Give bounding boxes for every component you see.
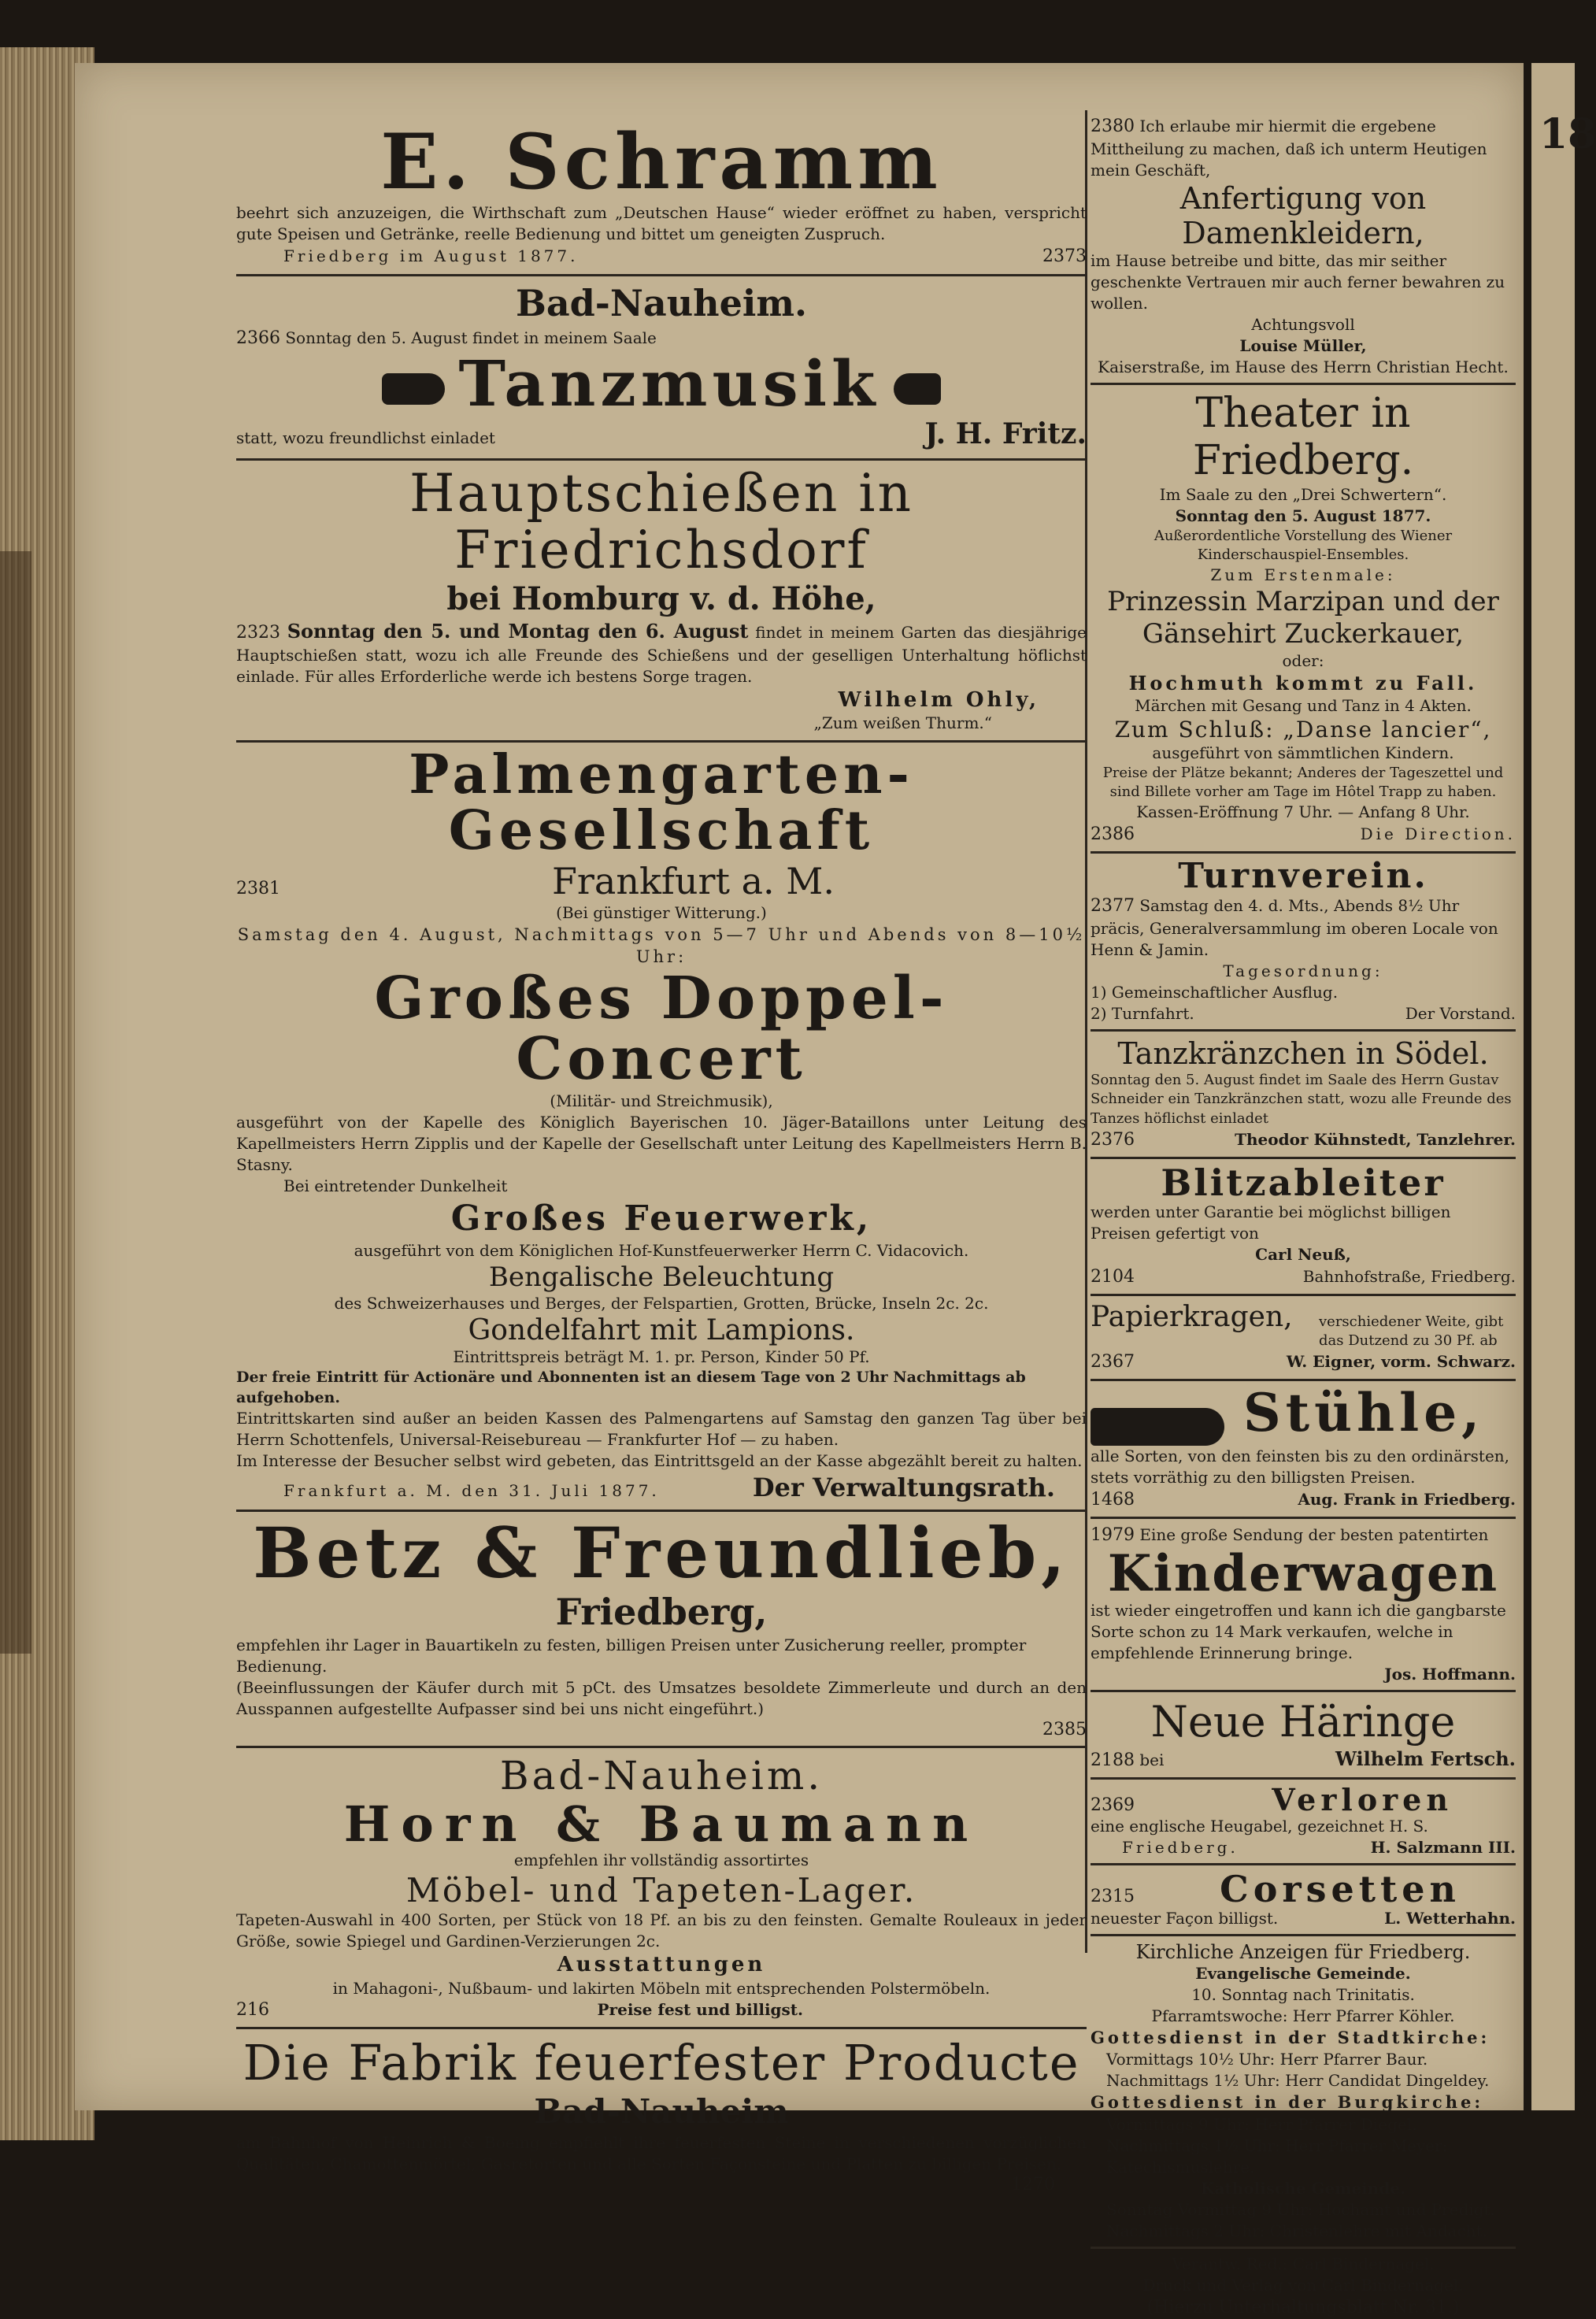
right-column — [1091, 110, 1516, 2319]
ad-prices: Preise der Plätze bekannt; Anderes der Tageszettel und sind Billete vorher am Tage im Hôtel Trapp zu haben. — [1091, 764, 1516, 802]
ad-title: Anfertigung von Damenkleidern, — [1091, 181, 1516, 250]
ad-city: Frankfurt a. M. — [552, 860, 835, 902]
ad-number: 2385 — [236, 1720, 1087, 1739]
ad-subtitle: bei Homburg v. d. Höhe, — [236, 580, 1087, 619]
ad-when: Samstag den 4. August, Nachmittags von 5—7 Uhr und Abends von 8—10½ Uhr: — [236, 924, 1087, 969]
ad-text: ist wieder eingetroffen und kann ich die gangbarste Sorte schon zu 14 Mark verkaufen, welche in empfehlende Erinnerung bringe. — [1091, 1600, 1516, 1664]
ad-firework-sub: ausgeführt von dem Königlichen Hof-Kunstfeuerwerker Herrn C. Vidacovich. — [236, 1240, 1087, 1261]
ad-week: Pfarramtswoche: Herr Pfarrer Köhler. — [1091, 2006, 1516, 2027]
ad-verloren — [1091, 1780, 1516, 1865]
impressum-beilage: (Hierzu Unterhaltungsblatt Nr. 31.) — [1091, 2296, 1516, 2319]
ad-intro: Eine große Sendung der besten patentirten — [1139, 1525, 1488, 1544]
ad-signer: Die Direction. — [1361, 824, 1516, 845]
next-page-number: 18 — [1539, 110, 1596, 158]
ad-intro: Ich erlaube mir hiermit die ergebene Mittheilung zu machen, daß ich unterm Heutigen mein Geschäft, — [1091, 117, 1487, 180]
ad-bengal-sub: des Schweizerhauses und Berges, der Felspartien, Grotten, Brücke, Inseln 2c. 2c. — [236, 1293, 1087, 1314]
ad-title: Die Fabrik feuerfester Producte — [236, 2034, 1087, 2091]
next-page-edge — [1531, 63, 1575, 2110]
ad-greet: Achtungsvoll — [1091, 314, 1516, 335]
ad-number: 2376 — [1091, 1128, 1135, 1152]
ad-title: Betz & Freundlieb, — [236, 1517, 1087, 1589]
pointing-hand-icon — [894, 373, 941, 405]
ad-number: 216 — [236, 2000, 269, 2020]
ad-stadt2: Nachmittags 1½ Uhr: Herr Candidat Dingeldey. — [1091, 2070, 1516, 2091]
ad-address: Bahnhofstraße, Friedberg. — [1303, 1266, 1516, 1287]
ad-date: Sonntag den 5. August 1877. — [1091, 506, 1516, 527]
ad-ausstattungen: Ausstattungen — [236, 1952, 1087, 1978]
ad-title: Horn & Baumann — [236, 1799, 1087, 1850]
ad-kath: Katholische Gemeinde. — [1091, 2178, 1516, 2199]
ad-title: Blitzableiter — [1091, 1164, 1516, 1202]
ad-number: 1979 — [1091, 1525, 1135, 1545]
ad-tapeten: Tapeten-Auswahl in 400 Sorten, per Stück von 18 Pf. an bis zu den feinsten. Gemalte Rouleaux in jeder Größe, sowie Spiegel und Gardinen-Verzierungen 2c. — [236, 1910, 1087, 1952]
ad-free: Der freie Eintritt für Actionäre und Abonnenten ist an diesem Tage von 2 Uhr Nachmittags ab aufgehoben. — [236, 1368, 1087, 1408]
ad-invite: statt, wozu freundlichst einladet — [236, 428, 495, 449]
ad-title: Neue Häringe — [1091, 1697, 1516, 1747]
ad-burg1: Vormittags 9 Uhr: Herr Pfarrer Diegel. — [1091, 2114, 1516, 2136]
ad-item1: 1) Gemeinschaftlicher Ausflug. — [1091, 982, 1516, 1003]
ad-text: findet in meinem Garten das diesjährige Hauptschießen statt, wozu ich alle Freunde des Schießens und der geselligen Unterhaltung höflichst einlade. Für alles Erforderliche werde ich bestens Sorge tragen. — [236, 623, 1087, 686]
ad-weather: (Bei günstiger Witterung.) — [236, 902, 1087, 924]
impressum-druck: Druck und Verlag von Carl Bindernagel. — [1091, 2275, 1516, 2296]
ad-title: Turnverein. — [1091, 858, 1516, 895]
ad-hauptschiessen — [236, 461, 1087, 743]
ad-signer: Der Vorstand. — [1405, 1003, 1516, 1024]
ad-place: Bad-Nauheim. — [236, 281, 1087, 327]
ad-text: eine englische Heugabel, gezeichnet H. S. — [1091, 1816, 1516, 1837]
ad-place: Friedberg. — [1091, 1837, 1239, 1858]
ad-fabrik — [236, 2029, 1087, 2202]
ad-number: 2315 — [1091, 1887, 1135, 1906]
ad-betz-freundlieb — [236, 1512, 1087, 1748]
ad-gondel: Gondelfahrt mit Lampions. — [236, 1314, 1087, 1347]
ad-title: Verloren — [1272, 1784, 1453, 1816]
ad-stadt1: Vormittags 10½ Uhr: Herr Pfarrer Baur. — [1091, 2049, 1516, 2070]
ad-date: Frankfurt a. M. den 31. Juli 1877. — [236, 1480, 660, 1502]
ad-number: 2323 — [236, 623, 280, 643]
ad-number: 2366 — [236, 328, 280, 348]
ad-text: empfehlen ihr Lager in Bauartikeln zu festen, billigen Preisen unter Zusicherung reeller, prompter Bedienung. — [236, 1635, 1087, 1677]
ad-number: 2377 — [1091, 896, 1135, 916]
ad-text: am Bahnhof von Heinrich & Boeing empfiehlt ihre feuerfesten Steine in verschiedenen vorzüglichen Qualitäten, Chamottenmörtel, Gasretorten und alle Sorten Façonsteine und Platten zu billigen Preisen. — [236, 2132, 1087, 2175]
ad-tickets: Eintrittskarten sind außer an beiden Kassen des Palmengartens auf Samstag den ganzen Tag über bei Herrn Schottenfels, Universal-Reisebureau — Frankfurter Hof — zu haben. — [236, 1408, 1087, 1450]
ad-address: Kaiserstraße, im Hause des Herrn Christian Hecht. — [1091, 357, 1516, 378]
ad-city: Friedberg, — [236, 1590, 1087, 1636]
ad-prices: Preise fest und billigst. — [598, 1999, 803, 2021]
ad-number: 2373 — [1042, 245, 1087, 269]
ad-kinderwagen — [1091, 1519, 1516, 1692]
ad-title: Tanzmusik — [459, 346, 880, 420]
ad-text: beehrt sich anzuzeigen, die Wirthschaft zum „Deutschen Hause“ wieder eröffnet zu haben, verspricht gute Speisen und Getränke, reelle Bedienung und bittet um geneigten Zuspruch. — [236, 202, 1087, 245]
ad-text: Sonntag den 5. August findet in meinem Saale — [285, 328, 657, 347]
ad-corsetten — [1091, 1865, 1516, 1936]
pointing-hand-icon — [382, 373, 445, 405]
ad-text: neuester Façon billigst. — [1091, 1908, 1278, 1929]
ad-burg2: Nachmittags 1½ Uhr: Herr Pfarrer Meyer: Katechismuslehre. — [1091, 2136, 1516, 2178]
ad-price: Eintrittspreis beträgt M. 1. pr. Person, Kinder 50 Pf. — [236, 1347, 1087, 1368]
ad-signer: Wilhelm Ohly, — [236, 687, 1087, 713]
pointing-hand-icon — [1091, 1408, 1224, 1446]
ad-theater — [1091, 385, 1516, 854]
ad-number: 2104 — [1091, 1265, 1135, 1289]
ad-concert-sub: (Militär- und Streichmusik), — [236, 1091, 1087, 1112]
ad-venue: Im Saale zu den „Drei Schwertern“. — [1091, 484, 1516, 506]
ad-lager: Möbel- und Tapeten-Lager. — [236, 1871, 1087, 1910]
ad-text: werden unter Garantie bei möglichst billigen Preisen gefertigt von — [1091, 1202, 1516, 1244]
ad-dark: Bei eintretender Dunkelheit — [236, 1176, 1087, 1197]
ad-signer: Wilhelm Fertsch. — [1335, 1747, 1516, 1772]
ad-kath1: Sonntag Vormittag 9 Uhr: Hochamt und Predigt. — [1091, 2199, 1516, 2221]
ad-aus-sub: in Mahagoni-, Nußbaum- und lakirten Möbeln mit entsprechenden Polstermöbeln. — [236, 1978, 1087, 1999]
ad-title: E. Schramm — [236, 123, 1087, 202]
ad-text: Samstag den 4. d. Mts., Abends 8½ Uhr präcis, Generalversammlung im oberen Locale von Henn & Jamin. — [1091, 896, 1498, 959]
ad-text: im Hause betreibe und bitte, das mir seither geschenkte Vertrauen mir auch ferner bewahren zu wollen. — [1091, 250, 1516, 314]
ad-signer: Louise Müller, — [1091, 335, 1516, 357]
ad-stuehle — [1091, 1381, 1516, 1519]
ad-horn-baumann — [236, 1748, 1087, 2029]
ad-note: (Beeinflussungen der Käufer durch mit 5 pCt. des Umsatzes besoldete Zimmerleute und durch an den Ausspannen aufgestellte Aufpasser sind bei uns nicht eingeführt.) — [236, 1677, 1087, 1720]
ad-number: 1270 — [236, 2175, 1087, 2195]
ad-number: 2381 — [236, 879, 280, 898]
ad-first: Zum Erstenmale: — [1091, 565, 1516, 586]
ad-title: Corsetten — [1220, 1870, 1461, 1908]
ad-times: Kassen-Eröffnung 7 Uhr. — Anfang 8 Uhr. — [1091, 802, 1516, 823]
ad-title: Hauptschießen in Friedrichsdorf — [236, 465, 1087, 580]
ad-blitzableiter — [1091, 1159, 1516, 1296]
ad-stadt: Gottesdienst in der Stadtkirche: — [1091, 2027, 1516, 2049]
ad-alt: Hochmuth kommt zu Fall. — [1091, 672, 1516, 695]
impressum — [1091, 2249, 1516, 2319]
ad-ev: Evangelische Gemeinde. — [1091, 1963, 1516, 1984]
ad-tanzmusik — [236, 276, 1087, 460]
left-column — [236, 118, 1087, 2201]
ad-number: 2367 — [1091, 1350, 1135, 1374]
ad-date: Friedberg im August 1877. — [236, 246, 578, 267]
ad-title: Palmengarten-Gesellschaft — [236, 747, 1087, 860]
ad-number: 2380 — [1091, 117, 1135, 136]
impressum-red: Verantw. Red.: Carl Bindernagel. — [1091, 2254, 1516, 2275]
ad-item2: 2) Turnfahrt. — [1091, 1003, 1194, 1024]
ad-oder: oder: — [1091, 650, 1516, 672]
ad-number: 2369 — [1091, 1795, 1135, 1815]
ad-end-sub: ausgeführt von sämmtlichen Kindern. — [1091, 743, 1516, 764]
ad-signer-sub: „Zum weißen Thurm.“ — [236, 713, 1087, 734]
ad-intro: empfehlen ihr vollständig assortirtes — [236, 1850, 1087, 1871]
ad-place: Bad-Nauheim. — [236, 1753, 1087, 1799]
spine-shadow — [0, 551, 31, 1654]
ad-title: Papierkragen, — [1091, 1301, 1293, 1333]
ad-soedel — [1091, 1032, 1516, 1159]
ad-title: Kinderwagen — [1091, 1547, 1516, 1600]
ad-kath2: Nachmittags 2 Uhr: Christenlehre mit Andacht. — [1091, 2221, 1516, 2242]
ad-perf: Außerordentliche Vorstellung des Wiener Kinderschauspiel-Ensembles. — [1091, 527, 1516, 565]
ad-text: Sonntag den 5. August findet im Saale des Herrn Gustav Schneider ein Tanzkränzchen statt, wozu alle Freunde des Tanzes höflichst einladet — [1091, 1071, 1516, 1128]
ad-dates: Sonntag den 5. und Montag den 6. August — [287, 620, 749, 643]
ad-concert: Großes Doppel-Concert — [236, 969, 1087, 1091]
ad-signer: H. Salzmann III. — [1371, 1837, 1516, 1858]
ad-papierkragen — [1091, 1296, 1516, 1381]
ad-performed: ausgeführt von der Kapelle des Königlich Bayerischen 10. Jäger-Bataillons unter Leitung des Kapellmeisters Herrn Zipplis und der Kapelle der Gesellschaft unter Leitung des Kapellmeisters Herrn B. Stasny. — [236, 1112, 1087, 1176]
ad-signer: J. H. Fritz. — [924, 417, 1087, 452]
ad-agenda: Tagesordnung: — [1091, 961, 1516, 982]
ad-genre: Märchen mit Gesang und Tanz in 4 Akten. — [1091, 695, 1516, 717]
ad-end: Zum Schluß: „Danse lancier“, — [1091, 717, 1516, 743]
ad-number: 2386 — [1091, 823, 1135, 846]
ad-firework: Großes Feuerwerk, — [236, 1197, 1087, 1240]
ad-burg: Gottesdienst in der Burgkirche: — [1091, 2091, 1516, 2113]
ad-damenkleider — [1091, 110, 1516, 385]
ad-request: Im Interesse der Besucher selbst wird gebeten, das Eintrittsgeld an der Kasse abgezählt bereit zu halten. — [236, 1450, 1087, 1472]
ad-kirche — [1091, 1936, 1516, 2249]
ad-haeringe — [1091, 1692, 1516, 1780]
ad-signer: Der Verwaltungsrath. — [753, 1472, 1055, 1503]
ad-signer: Aug. Frank in Friedberg. — [1298, 1489, 1516, 1510]
ad-palmengarten — [236, 743, 1087, 1512]
ad-turnverein — [1091, 854, 1516, 1032]
ad-signer: Carl Neuß, — [1091, 1244, 1516, 1265]
ad-title: Stühle, — [1243, 1382, 1484, 1443]
ad-bengal: Bengalische Beleuchtung — [236, 1261, 1087, 1293]
ad-schramm — [236, 118, 1087, 276]
ad-play: Prinzessin Marzipan und der Gänsehirt Zuckerkauer, — [1091, 586, 1516, 650]
ad-title: Kirchliche Anzeigen für Friedberg. — [1091, 1941, 1516, 1963]
ad-signer: Theodor Kühnstedt, Tanzlehrer. — [1235, 1129, 1516, 1150]
ad-number: 1468 — [1091, 1488, 1135, 1512]
ad-title: Tanzkränzchen in Södel. — [1091, 1036, 1516, 1071]
ad-title: Theater in Friedberg. — [1091, 390, 1516, 484]
ad-text: alle Sorten, von den feinsten bis zu den ordinärsten, stets vorräthig zu den billigsten Preisen. — [1091, 1446, 1516, 1488]
ad-sunday: 10. Sonntag nach Trinitatis. — [1091, 1984, 1516, 2006]
ad-signer: W. Eigner, vorm. Schwarz. — [1287, 1351, 1516, 1373]
ad-signer: Jos. Hoffmann. — [1091, 1664, 1516, 1685]
ad-text: verschiedener Weite, gibt das Dutzend zu 30 Pf. ab — [1319, 1313, 1516, 1351]
ad-bei: bei — [1139, 1750, 1164, 1769]
ad-number: 2188 — [1091, 1750, 1135, 1770]
ad-place: Bad-Nauheim — [236, 2091, 1087, 2133]
ad-signer: L. Wetterhahn. — [1384, 1908, 1516, 1929]
